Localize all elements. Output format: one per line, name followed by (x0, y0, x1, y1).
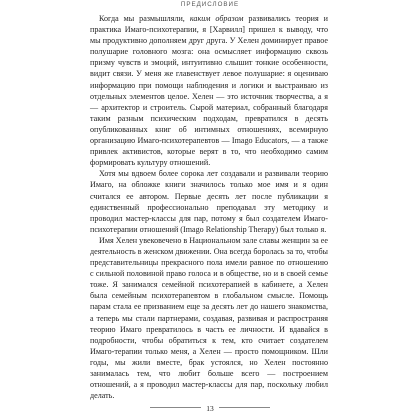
page-number (0, 404, 420, 413)
running-head: ПРЕДИСЛОВИЕ (180, 1, 240, 8)
paragraph-1-lead: Когда мы размышляли, (99, 14, 190, 23)
paragraph-3 (90, 235, 328, 401)
paragraph-3-text: Имя Хелен увековечено в Национальном зале славы женщин за ее деятельность в женском движении. Она всегда боролась за то, чтобы представительницы прекрасного пола имели равное по отношению с сильной половиной право голоса и в обществе, но и в своей семье тоже. Я занимался семейной психотерапией в кабинете, а Хелен была семейным психотерапевтом в глобальном смысле. Помощь парам стала ее призванием еще за десять лет до нашего знакомства, а теперь мы стали партнерами, создавая, развивая и распространяя теорию Имаго превратилось в часть ее личности. И вдавайся в подробности, чтобы обратиться к тем, кто считает создателем Имаго-терапии только меня, а Хелен — просто помощником. Шли годы, мы жили вместе, брак устоялся, но Хелен постоянно занималась тем, что любит больше всего — построением отношений, а я проводил мастер-классы для пар, поскольку любил делать. (90, 235, 328, 401)
page-number-label: 13 (201, 404, 219, 413)
paragraph-2 (90, 168, 328, 235)
paragraph-1-rest: развивались теория и практика Имаго-психотерапии, я [Харвилл] пришел к выводу, что мы продуктивно дополняем друг друга. У Хелен доминирует правое полушарие головного мозга: она осмысляет информацию сквозь призму чувств и эмоций, интуитивно слышит тонкие особенности, видит связи. У меня же главенствует левое полушарие: я оцениваю информацию при помощи наблюдения и логики и выстраиваю из отдельных элементов целое. Хелен — это источник творчества, а я — архитектор и строитель. Сырой материал, собранный благодаря таким разным психическим подходам, превратился в десять опубликованных книг об интимных отношениях, всемирную организацию Имаго-психотерапевтов — Imago Educators, — а также привлек активистов, которые верят в то, что необходимо самим формировать культуру отношений. (90, 14, 329, 168)
paragraph-1-emphasis: каким образом (189, 14, 244, 23)
paragraph-1 (90, 13, 328, 168)
paragraph-2-text: Хотя мы вдвоем более сорока лет создавали и развивали теорию Имаго, на обложке книги значилось только мое имя и я один считался ее автором. Первые десять лет после публикации я единственный профессионально преподавал эту методику и проводил мастер-классы для пар, потому я был создателем Имаго-психотерапии отношений (Imago Relationship Therapy) был только я. (90, 169, 328, 234)
body-text (90, 13, 328, 401)
